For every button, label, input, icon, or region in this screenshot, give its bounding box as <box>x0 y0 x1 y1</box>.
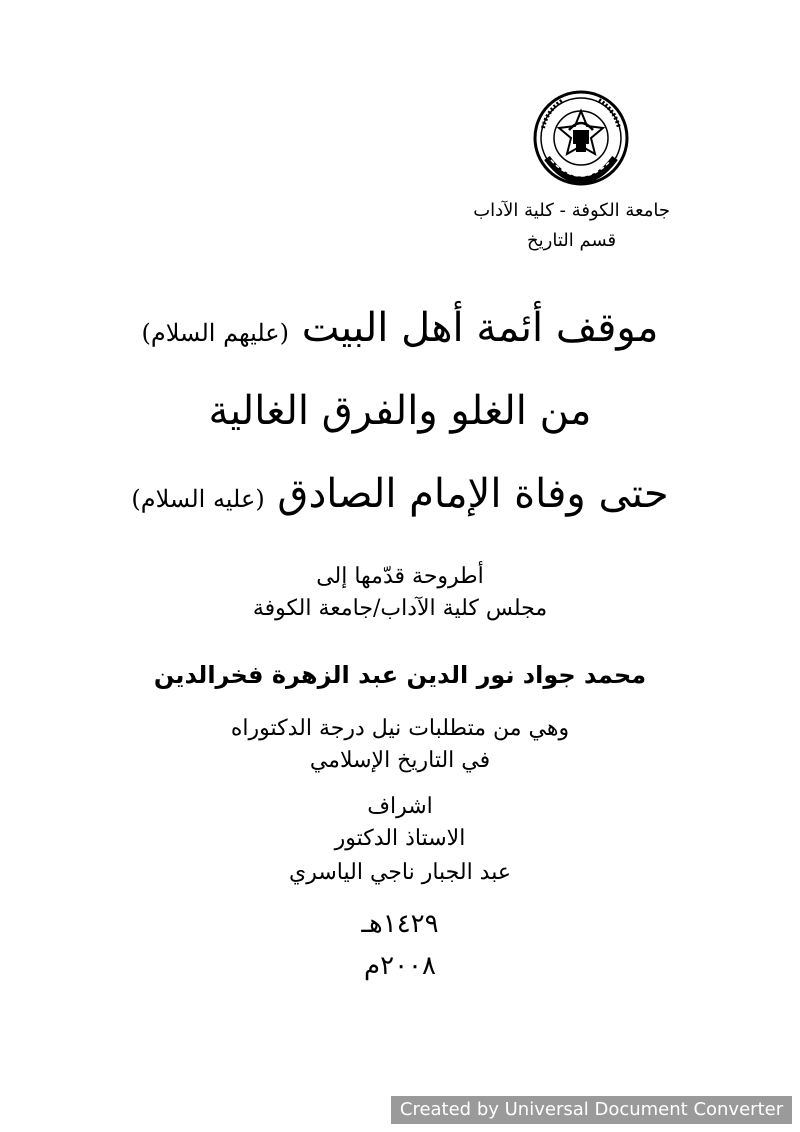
degree-line-2: في التاريخ الإسلامي <box>309 748 491 773</box>
university-college-heading <box>473 196 670 256</box>
university-college: جامعة الكوفة - كلية الآداب <box>473 200 670 221</box>
title-line-1-honorific: (عليهم السلام) <box>141 319 289 347</box>
title-line-2: من الغلو والفرق الغالية <box>208 388 592 434</box>
submission-line-2: مجلس كلية الآداب/جامعة الكوفة <box>252 596 548 621</box>
gregorian-year: ٢٠٠٨م <box>364 951 436 981</box>
author-name: محمد جواد نور الدين عبد الزهرة فخرالدين <box>153 661 647 689</box>
supervisor-name: عبد الجبار ناجي الياسري <box>289 860 511 885</box>
title-line-1-main: موقف أئمة أهل البيت <box>301 305 659 351</box>
hijri-year: ١٤٢٩هـ <box>361 909 439 939</box>
title-line-3-main: حتى وفاة الإمام الصادق <box>277 471 669 517</box>
degree-line-1: وهي من متطلبات نيل درجة الدكتوراه <box>230 716 570 741</box>
supervision-label: اشراف <box>367 794 433 819</box>
submission-line-1: أطروحة قدّمها إلى <box>316 564 484 589</box>
title-line-1 <box>0 300 800 361</box>
university-seal-logo <box>529 88 633 188</box>
department: قسم التاريخ <box>527 230 617 251</box>
title-line-3-honorific: (عليه السلام) <box>131 485 265 513</box>
converter-watermark: Created by Universal Document Converter <box>391 1096 792 1124</box>
title-line-3 <box>0 466 800 527</box>
supervisor-title: الاستاذ الدكتور <box>334 826 466 851</box>
